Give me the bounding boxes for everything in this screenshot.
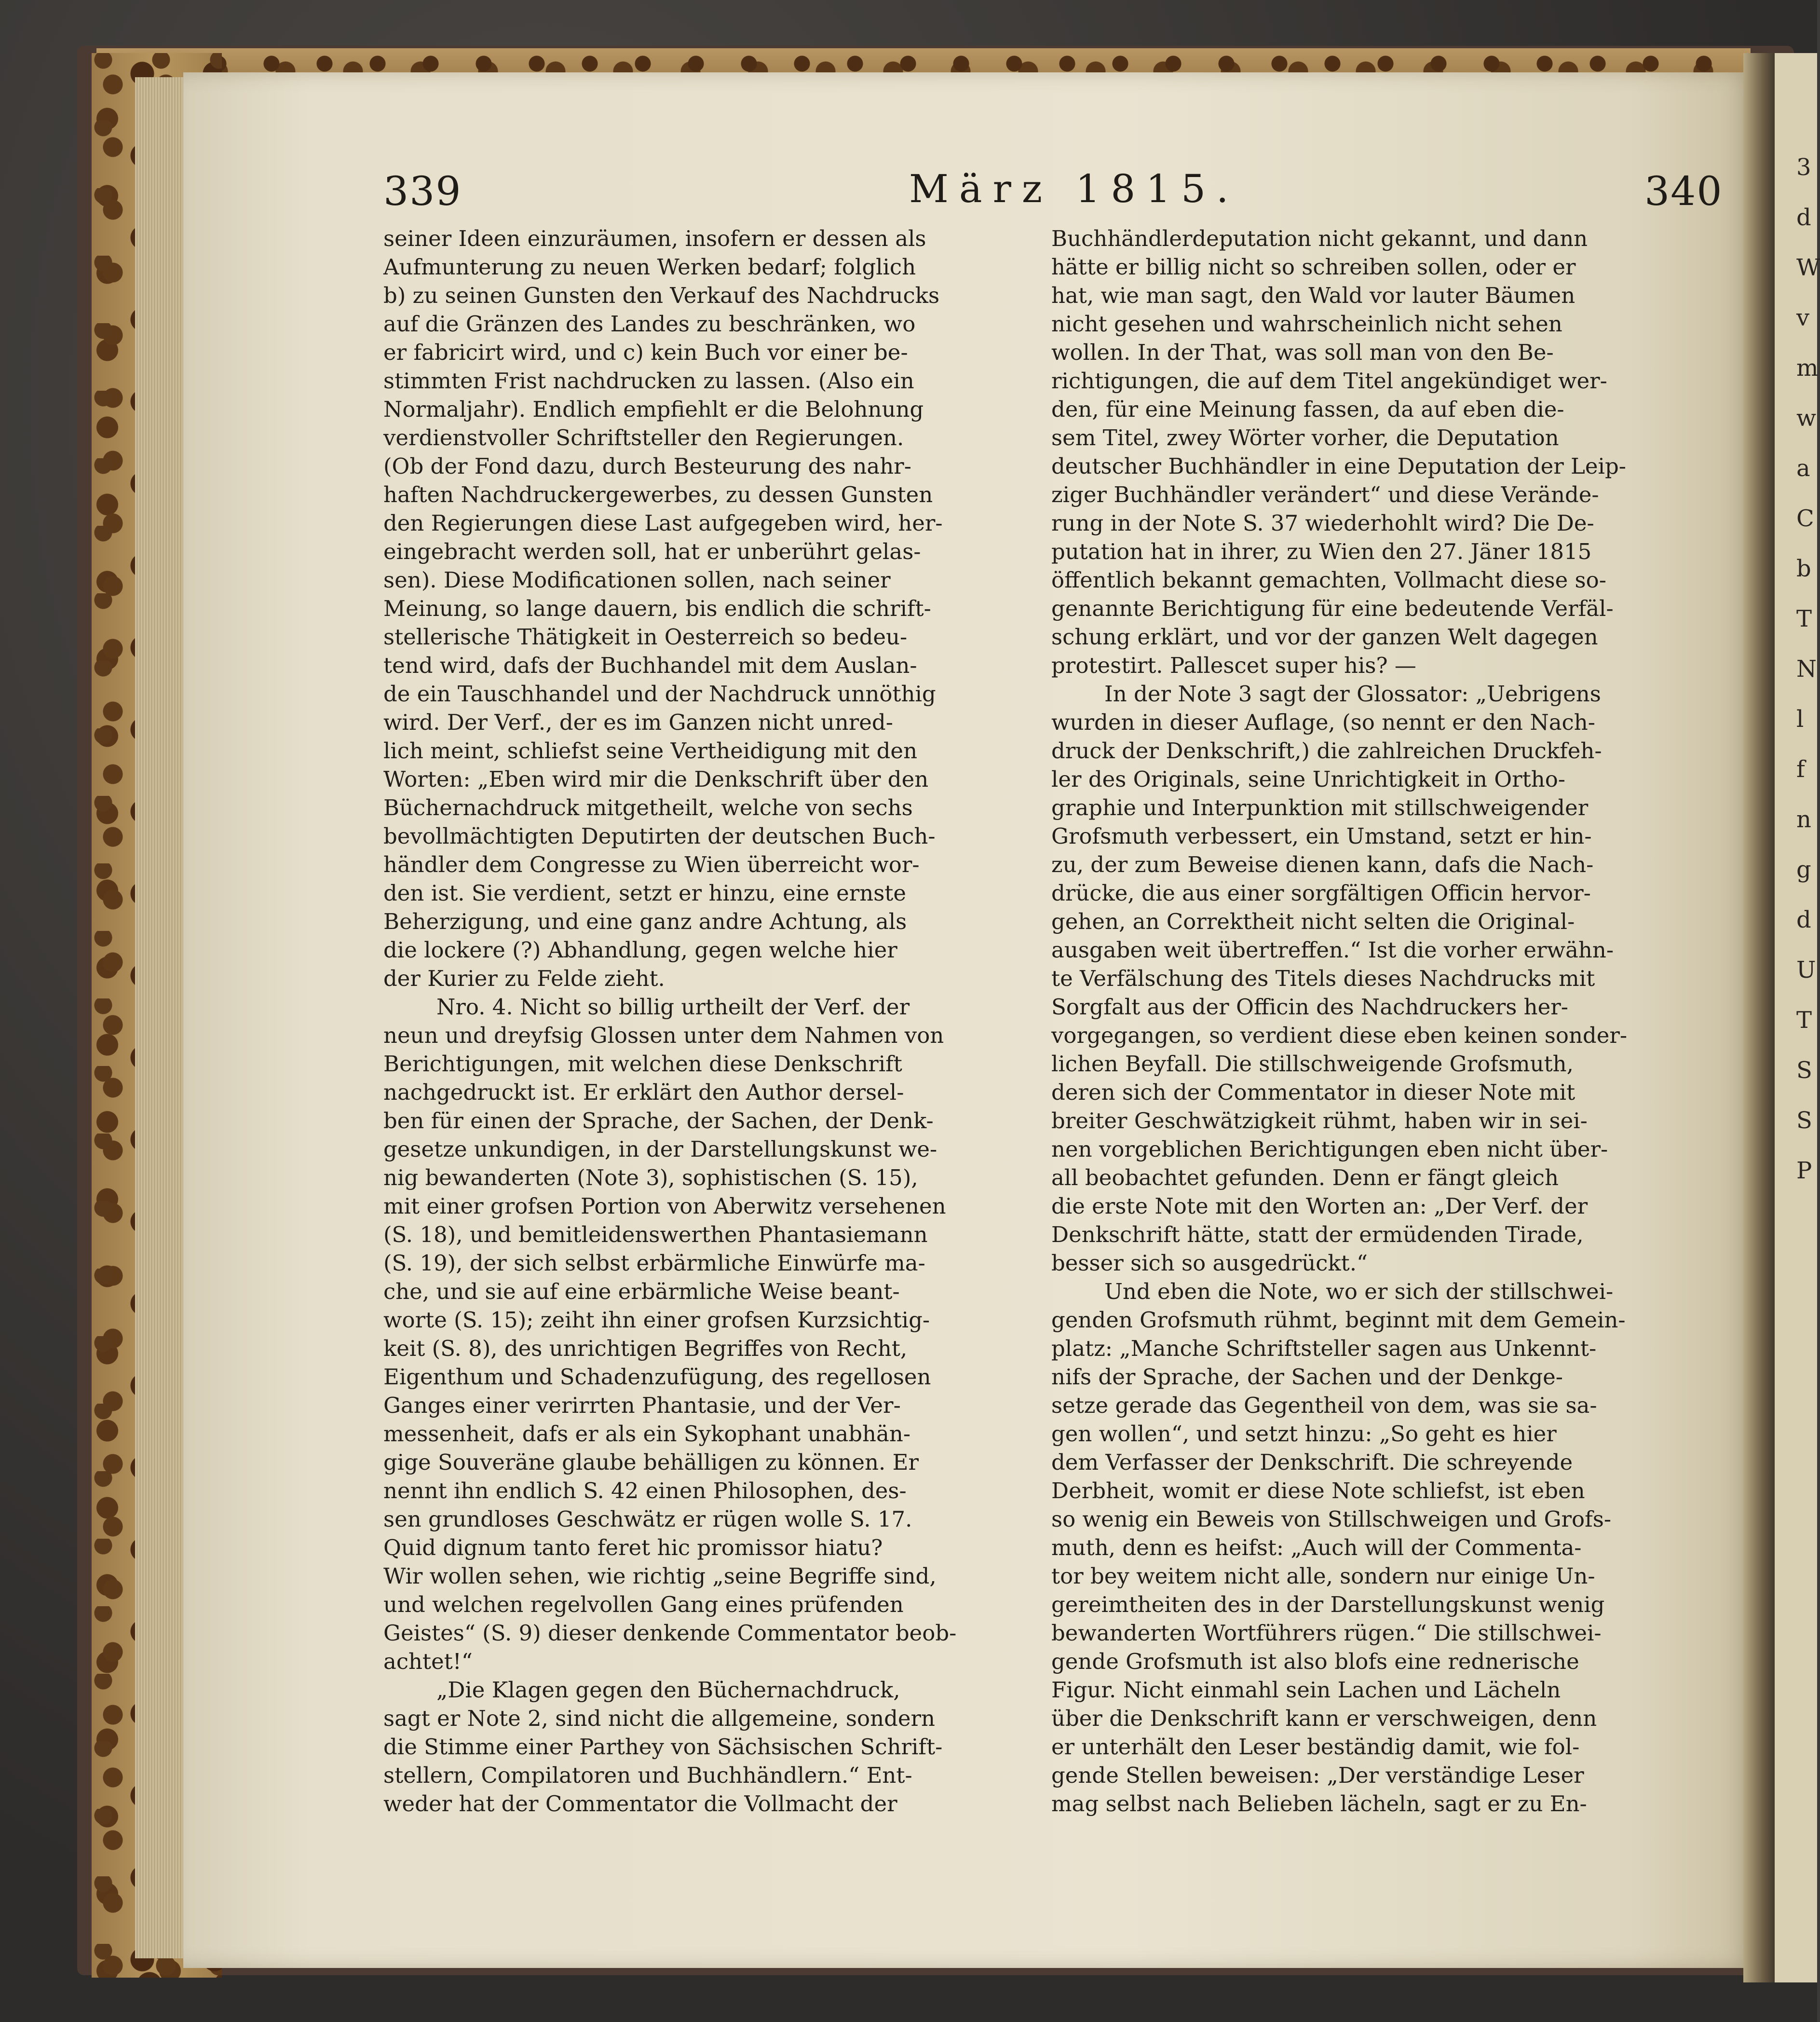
edge-letter: C <box>1796 505 1814 532</box>
edge-letter: P <box>1796 1157 1812 1184</box>
text-line: er unterhält den Leser beständig damit, wie fol- <box>1051 1734 1580 1760</box>
text-line: Quid dignum tanto feret hic promissor hiatu? <box>383 1535 883 1560</box>
text-line: gehen, an Correktheit nicht selten die Original- <box>1051 909 1575 934</box>
edge-letter: 3 <box>1796 154 1811 181</box>
edge-letter: n <box>1796 806 1811 833</box>
text-line: richtigungen, die auf dem Titel angekündiget wer- <box>1051 368 1607 394</box>
text-line: bevollmächtigten Deputirten der deutschen Buch- <box>383 823 936 849</box>
text-line: deren sich der Commentator in dieser Note mit <box>1051 1079 1576 1105</box>
text-line: In der Note 3 sagt der Glossator: „Uebrigens <box>1104 681 1601 707</box>
text-line: wollen. In der That, was soll man von den Be- <box>1051 340 1554 365</box>
text-line: ziger Buchhändler verändert“ und diese Verände- <box>1051 482 1599 507</box>
text-line: putation hat in ihrer, zu Wien den 27. Jäner 1815 <box>1051 539 1592 564</box>
text-line: die erste Note mit den Worten an: „Der Verf. der <box>1051 1193 1588 1219</box>
edge-letter: U <box>1796 956 1816 984</box>
text-line: stimmten Frist nachdrucken zu lassen. (Also ein <box>383 368 914 394</box>
text-line: nennt ihn endlich S. 42 einen Philosophen, des- <box>383 1478 907 1503</box>
text-line: der Kurier zu Felde zieht. <box>383 966 665 991</box>
book-gutter <box>1743 53 1777 1982</box>
text-line: Nro. 4. Nicht so billig urtheilt der Verf. der <box>436 994 910 1020</box>
text-line: Wir wollen sehen, wie richtig „seine Begriffe sind, <box>383 1563 937 1589</box>
text-line: deutscher Buchhändler in eine Deputation der Leip- <box>1051 453 1626 479</box>
edge-letter: d <box>1796 204 1811 231</box>
text-line: Eigenthum und Schadenzufügung, des regellosen <box>383 1364 931 1390</box>
text-line: platz: „Manche Schriftsteller sagen aus Unkennt- <box>1051 1336 1597 1361</box>
text-line: nachgedruckt ist. Er erklärt den Author dersel- <box>383 1079 904 1105</box>
text-line: weder hat der Commentator die Vollmacht der <box>383 1791 897 1817</box>
text-line: gende Stellen beweisen: „Der verständige Leser <box>1051 1762 1584 1788</box>
text-line: Beherzigung, und eine ganz andre Achtung, als <box>383 909 907 934</box>
text-column-left <box>383 224 1056 1818</box>
edge-letter: T <box>1796 1007 1812 1034</box>
text-line: stellern, Compilatoren und Buchhändlern.“ Ent- <box>383 1762 912 1788</box>
text-line: te Verfälschung des Titels dieses Nachdrucks mit <box>1051 966 1595 991</box>
text-line: Figur. Nicht einmahl sein Lachen und Lächeln <box>1051 1677 1561 1703</box>
text-line: setze gerade das Gegentheil von dem, was sie sa- <box>1051 1393 1597 1418</box>
text-line: druck der Denkschrift,) die zahlreichen Druckfeh- <box>1051 738 1602 764</box>
text-line: breiter Geschwätzigkeit rühmt, haben wir in sei- <box>1051 1108 1588 1134</box>
text-line: mag selbst nach Belieben lächeln, sagt er zu En- <box>1051 1791 1587 1817</box>
text-line: besser sich so ausgedrückt.“ <box>1051 1250 1368 1276</box>
text-line: sem Titel, zwey Wörter vorher, die Deputation <box>1051 425 1559 451</box>
text-line: Berichtigungen, mit welchen diese Denkschrift <box>383 1051 902 1077</box>
text-line: gereimtheiten des in der Darstellungskunst wenig <box>1051 1592 1605 1617</box>
text-line: nig bewanderten (Note 3), sophistischen (S. 15), <box>383 1165 918 1190</box>
text-line: graphie und Interpunktion mit stillschweigender <box>1051 795 1589 820</box>
text-line: den ist. Sie verdient, setzt er hinzu, eine ernste <box>383 880 906 906</box>
text-line: Derbheit, womit er diese Note schliefst, ist eben <box>1051 1478 1585 1503</box>
text-line: genden Grofsmuth rühmt, beginnt mit dem Gemein- <box>1051 1307 1626 1333</box>
text-line: neun und dreyfsig Glossen unter dem Nahmen von <box>383 1023 944 1048</box>
edge-letter: S <box>1796 1057 1812 1084</box>
text-line: seiner Ideen einzuräumen, insofern er dessen als <box>383 226 926 251</box>
text-line: haften Nachdruckergewerbes, zu dessen Gunsten <box>383 482 933 507</box>
text-line: wird. Der Verf., der es im Ganzen nicht unred- <box>383 710 893 735</box>
text-line: che, und sie auf eine erbärmliche Weise beant- <box>383 1279 900 1304</box>
text-line: zu, der zum Beweise dienen kann, dafs die Nach- <box>1051 852 1594 877</box>
text-line: stellerische Thätigkeit in Oesterreich so bedeu- <box>383 624 908 650</box>
text-line: hat, wie man sagt, den Wald vor lauter Bäumen <box>1051 283 1576 308</box>
text-line: ler des Originals, seine Unrichtigkeit in Ortho- <box>1051 766 1566 792</box>
text-line: gen wollen“, und setzt hinzu: „So geht es hier <box>1051 1421 1557 1447</box>
text-line: muth, denn es heifst: „Auch will der Commenta- <box>1051 1535 1582 1560</box>
text-line: auf die Gränzen des Landes zu beschränken, wo <box>383 311 916 337</box>
text-line: ausgaben weit übertreffen.“ Ist die vorher erwähn- <box>1051 937 1614 963</box>
text-line: Buchhändlerdeputation nicht gekannt, und dann <box>1051 226 1588 251</box>
text-line: und welchen regelvollen Gang eines prüfenden <box>383 1592 904 1617</box>
text-line: lichen Beyfall. Die stillschweigende Grofsmuth, <box>1051 1051 1574 1077</box>
text-line: sagt er Note 2, sind nicht die allgemeine, sondern <box>383 1706 936 1731</box>
edge-letter: g <box>1796 856 1811 883</box>
text-line: all beobachtet gefunden. Denn er fängt gleich <box>1051 1165 1559 1190</box>
text-line: Geistes“ (S. 9) dieser denkende Commentator beob- <box>383 1620 957 1646</box>
text-line: mit einer grofsen Portion von Aberwitz versehenen <box>383 1193 946 1219</box>
text-line: tend wird, dafs der Buchhandel mit dem Auslan- <box>383 653 917 678</box>
text-line: (S. 18), und bemitleidenswerthen Phantasiemann <box>383 1222 928 1247</box>
text-line: nicht gesehen und wahrscheinlich nicht sehen <box>1051 311 1562 337</box>
text-line: den Regierungen diese Last aufgegeben wird, her- <box>383 510 943 536</box>
text-line: gende Grofsmuth ist also blofs eine rednerische <box>1051 1649 1579 1674</box>
text-line: bewanderten Wortführers rügen.“ Die stillschwei- <box>1051 1620 1602 1646</box>
running-head: März 1815. <box>909 166 1239 211</box>
page-number-right: 340 <box>1644 169 1723 215</box>
text-line: Büchernachdruck mitgetheilt, welche von sechs <box>383 795 913 820</box>
text-line: den, für eine Meinung fassen, da auf eben die- <box>1051 396 1564 422</box>
edge-letter: v <box>1796 304 1810 331</box>
text-line: ben für einen der Sprache, der Sachen, der Denk- <box>383 1108 934 1134</box>
text-line: dem Verfasser der Denkschrift. Die schreyende <box>1051 1449 1573 1475</box>
text-line: Normaljahr). Endlich empfiehlt er die Belohnung <box>383 396 924 422</box>
text-line: de ein Tauschhandel und der Nachdruck unnöthig <box>383 681 936 707</box>
text-line: b) zu seinen Gunsten den Verkauf des Nachdrucks <box>383 283 940 308</box>
text-line: eingebracht werden soll, hat er unberührt gelas- <box>383 539 921 564</box>
text-line: messenheit, dafs er als ein Sykophant unabhän- <box>383 1421 911 1447</box>
text-line: die Stimme einer Parthey von Sächsischen Schrift- <box>383 1734 943 1760</box>
edge-letter: f <box>1796 756 1805 783</box>
text-line: Ganges einer verirrten Phantasie, und der Ver- <box>383 1393 901 1418</box>
text-line: er fabricirt wird, und c) kein Buch vor einer be- <box>383 340 908 365</box>
text-line: vorgegangen, so verdient diese eben keinen sonder- <box>1051 1023 1628 1048</box>
text-line: Aufmunterung zu neuen Werken bedarf; folglich <box>383 254 916 280</box>
text-line: nifs der Sprache, der Sachen und der Denkge- <box>1051 1364 1563 1390</box>
text-line: worte (S. 15); zeiht ihn einer grofsen Kurzsichtig- <box>383 1307 930 1333</box>
text-line: (S. 19), der sich selbst erbärmliche Einwürfe ma- <box>383 1250 925 1276</box>
text-line: genannte Berichtigung für eine bedeutende Verfäl- <box>1051 596 1614 621</box>
text-line: verdienstvoller Schriftsteller den Regierungen. <box>383 425 904 451</box>
edge-letter: w <box>1796 405 1817 432</box>
text-line: Sorgfalt aus der Officin des Nachdruckers her- <box>1051 994 1568 1020</box>
text-line: rung in der Note S. 37 wiederhohlt wird? Die De- <box>1051 510 1594 536</box>
edge-letter: d <box>1796 906 1811 933</box>
text-line: Denkschrift hätte, statt der ermüdenden Tirade, <box>1051 1222 1584 1247</box>
text-line: nen vorgeblichen Berichtigungen eben nicht über- <box>1051 1136 1608 1162</box>
text-line: Grofsmuth verbessert, ein Umstand, setzt er hin- <box>1051 823 1592 849</box>
edge-letter: a <box>1796 455 1810 482</box>
text-line: Worten: „Eben wird mir die Denkschrift über den <box>383 766 929 792</box>
text-line: öffentlich bekannt gemachten, Vollmacht diese so- <box>1051 567 1606 593</box>
text-line: tor bey weitem nicht alle, sondern nur einige Un- <box>1051 1563 1595 1589</box>
edge-letter: l <box>1796 706 1804 733</box>
text-line: so wenig ein Beweis von Stillschweigen und Grofs- <box>1051 1506 1612 1532</box>
edge-letter: T <box>1796 605 1812 632</box>
page-number-left: 339 <box>383 169 462 215</box>
text-line: (Ob der Fond dazu, durch Besteurung des nahr- <box>383 453 911 479</box>
text-line: händler dem Congresse zu Wien überreicht wor- <box>383 852 920 877</box>
edge-letter: b <box>1796 555 1811 582</box>
text-line: gesetze unkundigen, in der Darstellungskunst we- <box>383 1136 937 1162</box>
text-line: lich meint, schliefst seine Vertheidigung mit den <box>383 738 918 764</box>
text-line: über die Denkschrift kann er verschweigen, denn <box>1051 1706 1597 1731</box>
text-line: Meinung, so lange dauern, bis endlich die schrift- <box>383 596 931 621</box>
text-column-right <box>1051 224 1710 1818</box>
edge-letter: S <box>1796 1107 1812 1134</box>
text-line: Und eben die Note, wo er sich der stillschwei- <box>1104 1279 1614 1304</box>
text-line: sen grundloses Geschwätz er rügen wolle S. 17. <box>383 1506 912 1532</box>
text-line: protestirt. Pallescet super his? — <box>1051 653 1416 678</box>
text-line: die lockere (?) Abhandlung, gegen welche hier <box>383 937 897 963</box>
edge-letter: N <box>1796 656 1817 683</box>
text-line: wurden in dieser Auflage, (so nennt er den Nach- <box>1051 710 1595 735</box>
text-line: keit (S. 8), des unrichtigen Begriffes von Recht, <box>383 1336 908 1361</box>
text-line: hätte er billig nicht so schreiben sollen, oder er <box>1051 254 1576 280</box>
edge-letter: W <box>1796 254 1820 281</box>
text-line: schung erklärt, und vor der ganzen Welt dagegen <box>1051 624 1598 650</box>
text-line: gige Souveräne glaube behälligen zu können. Er <box>383 1449 919 1475</box>
text-line: sen). Diese Modificationen sollen, nach seiner <box>383 567 891 593</box>
edge-letter: m <box>1796 355 1819 382</box>
next-page-edge-letters <box>1796 142 1820 1196</box>
text-line: drücke, die aus einer sorgfältigen Officin hervor- <box>1051 880 1591 906</box>
text-line: achtet!“ <box>383 1649 473 1674</box>
text-line: „Die Klagen gegen den Büchernachdruck, <box>436 1677 900 1703</box>
